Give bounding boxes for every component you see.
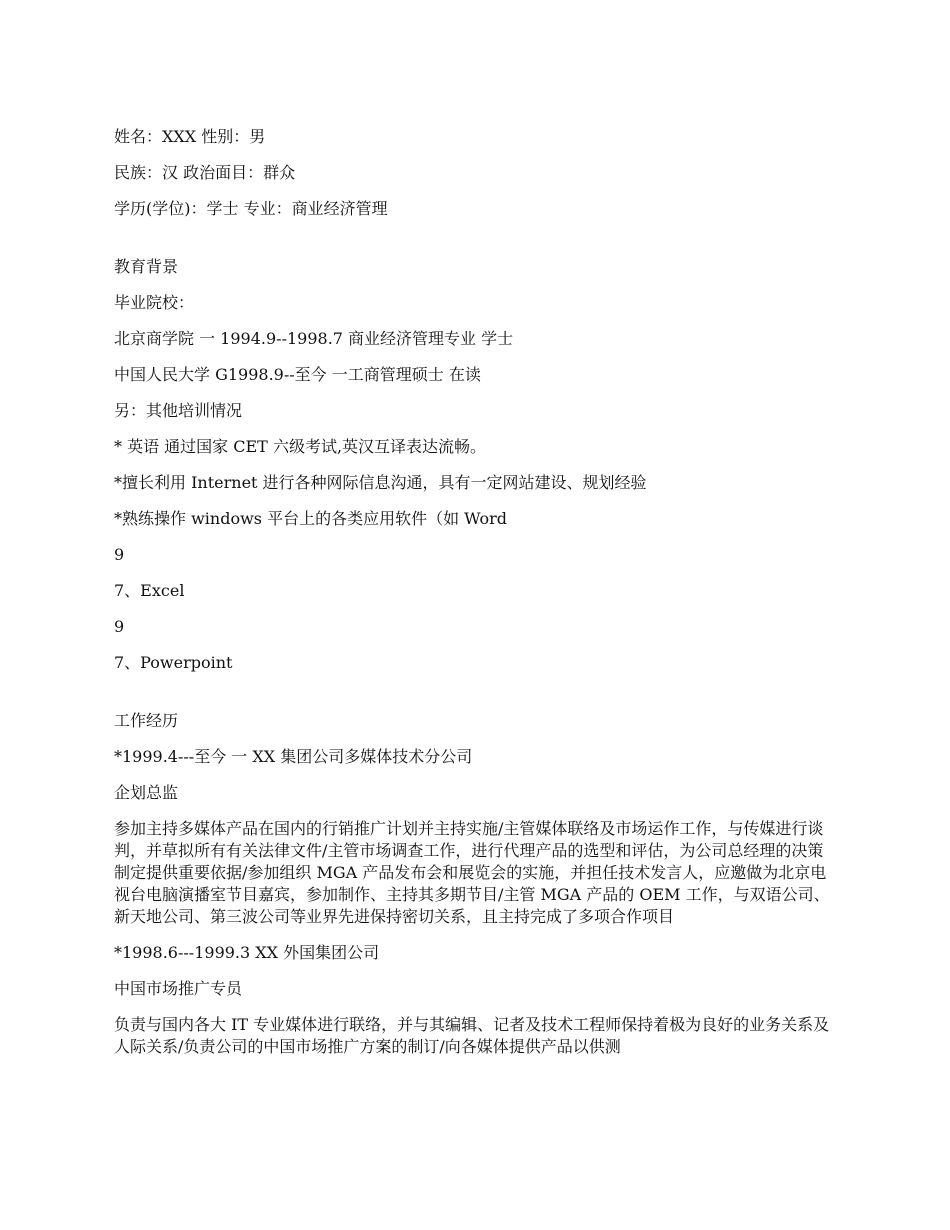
text-line: 教育背景 — [114, 257, 179, 276]
text-line: 毕业院校： — [114, 293, 195, 312]
text-line: 民族：汉 政治面目：群众 — [114, 163, 296, 182]
text-line: *1999.4---至今 一 XX 集团公司多媒体技术分公司 — [114, 747, 473, 766]
section-gap — [114, 234, 838, 256]
text-line: *擅长利用 Internet 进行各种网际信息沟通，具有一定网站建设、规划经验 — [114, 473, 647, 492]
body-paragraph: 负责与国内各大 IT 专业媒体进行联络，并与其编辑、记者及技术工程师保持着极为良好的业务关系及人际关系/负责公司的中国市场推广方案的制订/向各媒体提供产品以供测 — [114, 1015, 830, 1056]
text-line: 学历(学位)：学士 专业：商业经济管理 — [114, 199, 388, 218]
text-line: 另：其他培训情况 — [114, 401, 243, 420]
text-line: 中国人民大学 G1998.9--至今 一工商管理硕士 在读 — [114, 365, 481, 384]
text-line: 7、Powerpoint — [114, 653, 233, 672]
text-line: 9 — [114, 617, 125, 636]
resume-document — [114, 126, 838, 1072]
text-line: 北京商学院 一 1994.9--1998.7 商业经济管理专业 学士 — [114, 329, 514, 348]
body-paragraph: 参加主持多媒体产品在国内的行销推广计划并主持实施/主管媒体联络及市场运作工作，与传媒进行谈判，并草拟所有有关法律文件/主管市场调查工作，进行代理产品的选型和评估，为公司总经理的决策制定提供重要依据/参加组织 MGA 产品发布会和展览会的实施，并担任技术发言人，应邀做为北京电视台电脑演播室节目嘉宾，参加制作、主持其多期节目/主管 MGA 产品的 OEM 工作，与双语公司、新天地公司、第三波公司等业界先进保持密切关系，且主持完成了多项合作项目 — [114, 819, 830, 926]
text-line: 企划总监 — [114, 783, 179, 802]
text-line: *熟练操作 windows 平台上的各类应用软件（如 Word — [114, 509, 508, 528]
text-line: 姓名：XXX 性别：男 — [114, 127, 266, 146]
text-line: *1998.6---1999.3 XX 外国集团公司 — [114, 943, 380, 962]
section-gap — [114, 688, 838, 710]
text-line: 中国市场推广专员 — [114, 979, 243, 998]
text-line: 7、Excel — [114, 581, 185, 600]
text-line: 9 — [114, 545, 125, 564]
text-line: * 英语 通过国家 CET 六级考试,英汉互译表达流畅。 — [114, 437, 487, 456]
text-line: 工作经历 — [114, 711, 179, 730]
